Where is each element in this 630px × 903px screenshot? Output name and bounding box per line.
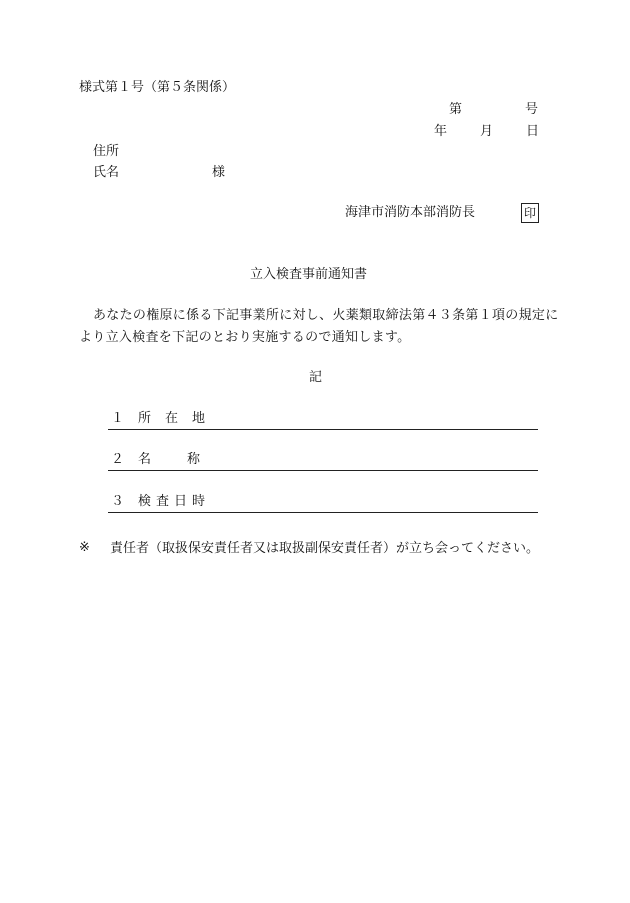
address-label: 住所: [93, 144, 120, 159]
ki-heading: 記: [309, 370, 323, 385]
doc-number-suffix: 号: [525, 102, 539, 117]
name-label: 氏名: [93, 165, 120, 180]
item-label: 名称: [138, 452, 237, 467]
item-number: １: [111, 411, 125, 426]
document-title: 立入検査事前通知書: [250, 267, 368, 282]
date-month: 月: [480, 124, 494, 139]
doc-number-prefix: 第: [449, 102, 463, 117]
date-year: 年: [434, 124, 448, 139]
seal-stamp: 印: [521, 203, 539, 223]
item-label: 検査日時: [138, 494, 211, 509]
honorific: 様: [212, 165, 226, 180]
item-inspection-datetime: [108, 494, 538, 513]
body-paragraph: あなたの権原に係る下記事業所に対し、火薬類取締法第４３条第１項の規定により立入検査を下記のとおり実施するので通知します。: [79, 308, 559, 345]
item-location: [108, 411, 538, 430]
item-label: 所在地: [138, 411, 220, 426]
item-name: [108, 452, 538, 471]
item-number: ３: [111, 494, 125, 509]
issuer-title: 海津市消防本部消防長: [345, 205, 476, 220]
form-number: 様式第１号（第５条関係）: [79, 80, 236, 95]
item-number: ２: [111, 452, 125, 467]
note-text: 責任者（取扱保安責任者又は取扱副保安責任者）が立ち会ってください。: [110, 541, 540, 556]
note-mark: ※: [79, 540, 90, 555]
date-day: 日: [526, 124, 540, 139]
